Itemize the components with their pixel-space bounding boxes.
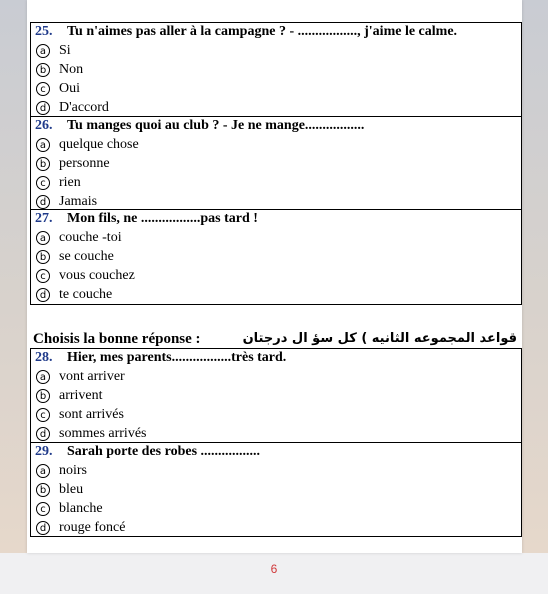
option-a[interactable] xyxy=(35,461,521,480)
option-d[interactable] xyxy=(35,98,521,117)
question-25 xyxy=(30,22,522,117)
option-text: vous couchez xyxy=(59,268,135,283)
question-stem xyxy=(35,349,521,367)
option-c[interactable] xyxy=(35,266,521,285)
option-letter: a xyxy=(36,370,50,384)
question-text: Hier, mes parents.................très tard. xyxy=(67,350,287,365)
option-text: arrivent xyxy=(59,388,103,403)
question-number: 29. xyxy=(35,444,53,459)
option-text: rouge foncé xyxy=(59,520,126,535)
question-27 xyxy=(30,209,522,305)
question-number: 26. xyxy=(35,118,53,133)
option-letter: a xyxy=(36,231,50,245)
question-number: 27. xyxy=(35,211,53,226)
option-d[interactable] xyxy=(35,518,521,537)
option-c[interactable] xyxy=(35,173,521,192)
question-28 xyxy=(30,348,522,443)
option-text: quelque chose xyxy=(59,137,139,152)
option-text: personne xyxy=(59,156,110,171)
option-b[interactable] xyxy=(35,154,521,173)
question-26 xyxy=(30,116,522,210)
option-text: Non xyxy=(59,62,84,77)
question-text: Tu n'aimes pas aller à la campagne ? - ................., j'aime le calme. xyxy=(67,24,458,39)
option-letter: b xyxy=(36,250,50,264)
option-text: rien xyxy=(59,175,81,190)
option-c[interactable] xyxy=(35,499,521,518)
option-text: vont arriver xyxy=(59,369,125,384)
option-letter: c xyxy=(36,82,50,96)
option-text: noirs xyxy=(59,463,87,478)
question-text: Tu manges quoi au club ? - Je ne mange................. xyxy=(67,118,365,133)
option-text: se couche xyxy=(59,249,114,264)
section-arabic-note: قواعد المجموعه الثانيه ) كل سؤ ال درجتان xyxy=(242,331,517,346)
option-b[interactable] xyxy=(35,60,521,79)
option-text: blanche xyxy=(59,501,103,516)
option-text: sont arrivés xyxy=(59,407,124,422)
option-b[interactable] xyxy=(35,480,521,499)
option-text: te couche xyxy=(59,287,113,302)
option-a[interactable] xyxy=(35,367,521,386)
document-page xyxy=(27,0,522,553)
option-letter: d xyxy=(36,288,50,302)
option-b[interactable] xyxy=(35,386,521,405)
option-letter: c xyxy=(36,502,50,516)
question-number: 25. xyxy=(35,24,53,39)
option-letter: b xyxy=(36,389,50,403)
question-text: Mon fils, ne .................pas tard ! xyxy=(67,211,258,226)
option-letter: c xyxy=(36,176,50,190)
question-text: Sarah porte des robes ................. xyxy=(67,444,261,459)
option-letter: d xyxy=(36,427,50,441)
option-letter: d xyxy=(36,521,50,535)
option-a[interactable] xyxy=(35,228,521,247)
question-stem xyxy=(35,210,521,228)
page-number: 6 xyxy=(270,562,278,576)
option-d[interactable] xyxy=(35,285,521,304)
option-letter: a xyxy=(36,464,50,478)
option-b[interactable] xyxy=(35,247,521,266)
question-number: 28. xyxy=(35,350,53,365)
option-c[interactable] xyxy=(35,405,521,424)
option-text: couche -toi xyxy=(59,230,122,245)
option-letter: c xyxy=(36,269,50,283)
option-text: sommes arrivés xyxy=(59,426,147,441)
option-letter: d xyxy=(36,195,50,209)
option-text: D'accord xyxy=(59,100,109,115)
option-letter: a xyxy=(36,138,50,152)
question-stem xyxy=(35,117,521,135)
option-a[interactable] xyxy=(35,135,521,154)
option-text: bleu xyxy=(59,482,84,497)
question-stem xyxy=(35,443,521,461)
option-letter: b xyxy=(36,63,50,77)
option-text: Jamais xyxy=(59,194,98,209)
option-a[interactable] xyxy=(35,41,521,60)
section-title: Choisis la bonne réponse : xyxy=(33,331,201,347)
option-letter: b xyxy=(36,483,50,497)
option-c[interactable] xyxy=(35,79,521,98)
option-text: Oui xyxy=(59,81,80,96)
question-stem xyxy=(35,23,521,41)
option-letter: a xyxy=(36,44,50,58)
option-letter: b xyxy=(36,157,50,171)
question-29 xyxy=(30,442,522,537)
option-text: Si xyxy=(59,43,71,58)
section-heading xyxy=(33,329,519,349)
option-d[interactable] xyxy=(35,424,521,443)
option-letter: d xyxy=(36,101,50,115)
option-letter: c xyxy=(36,408,50,422)
